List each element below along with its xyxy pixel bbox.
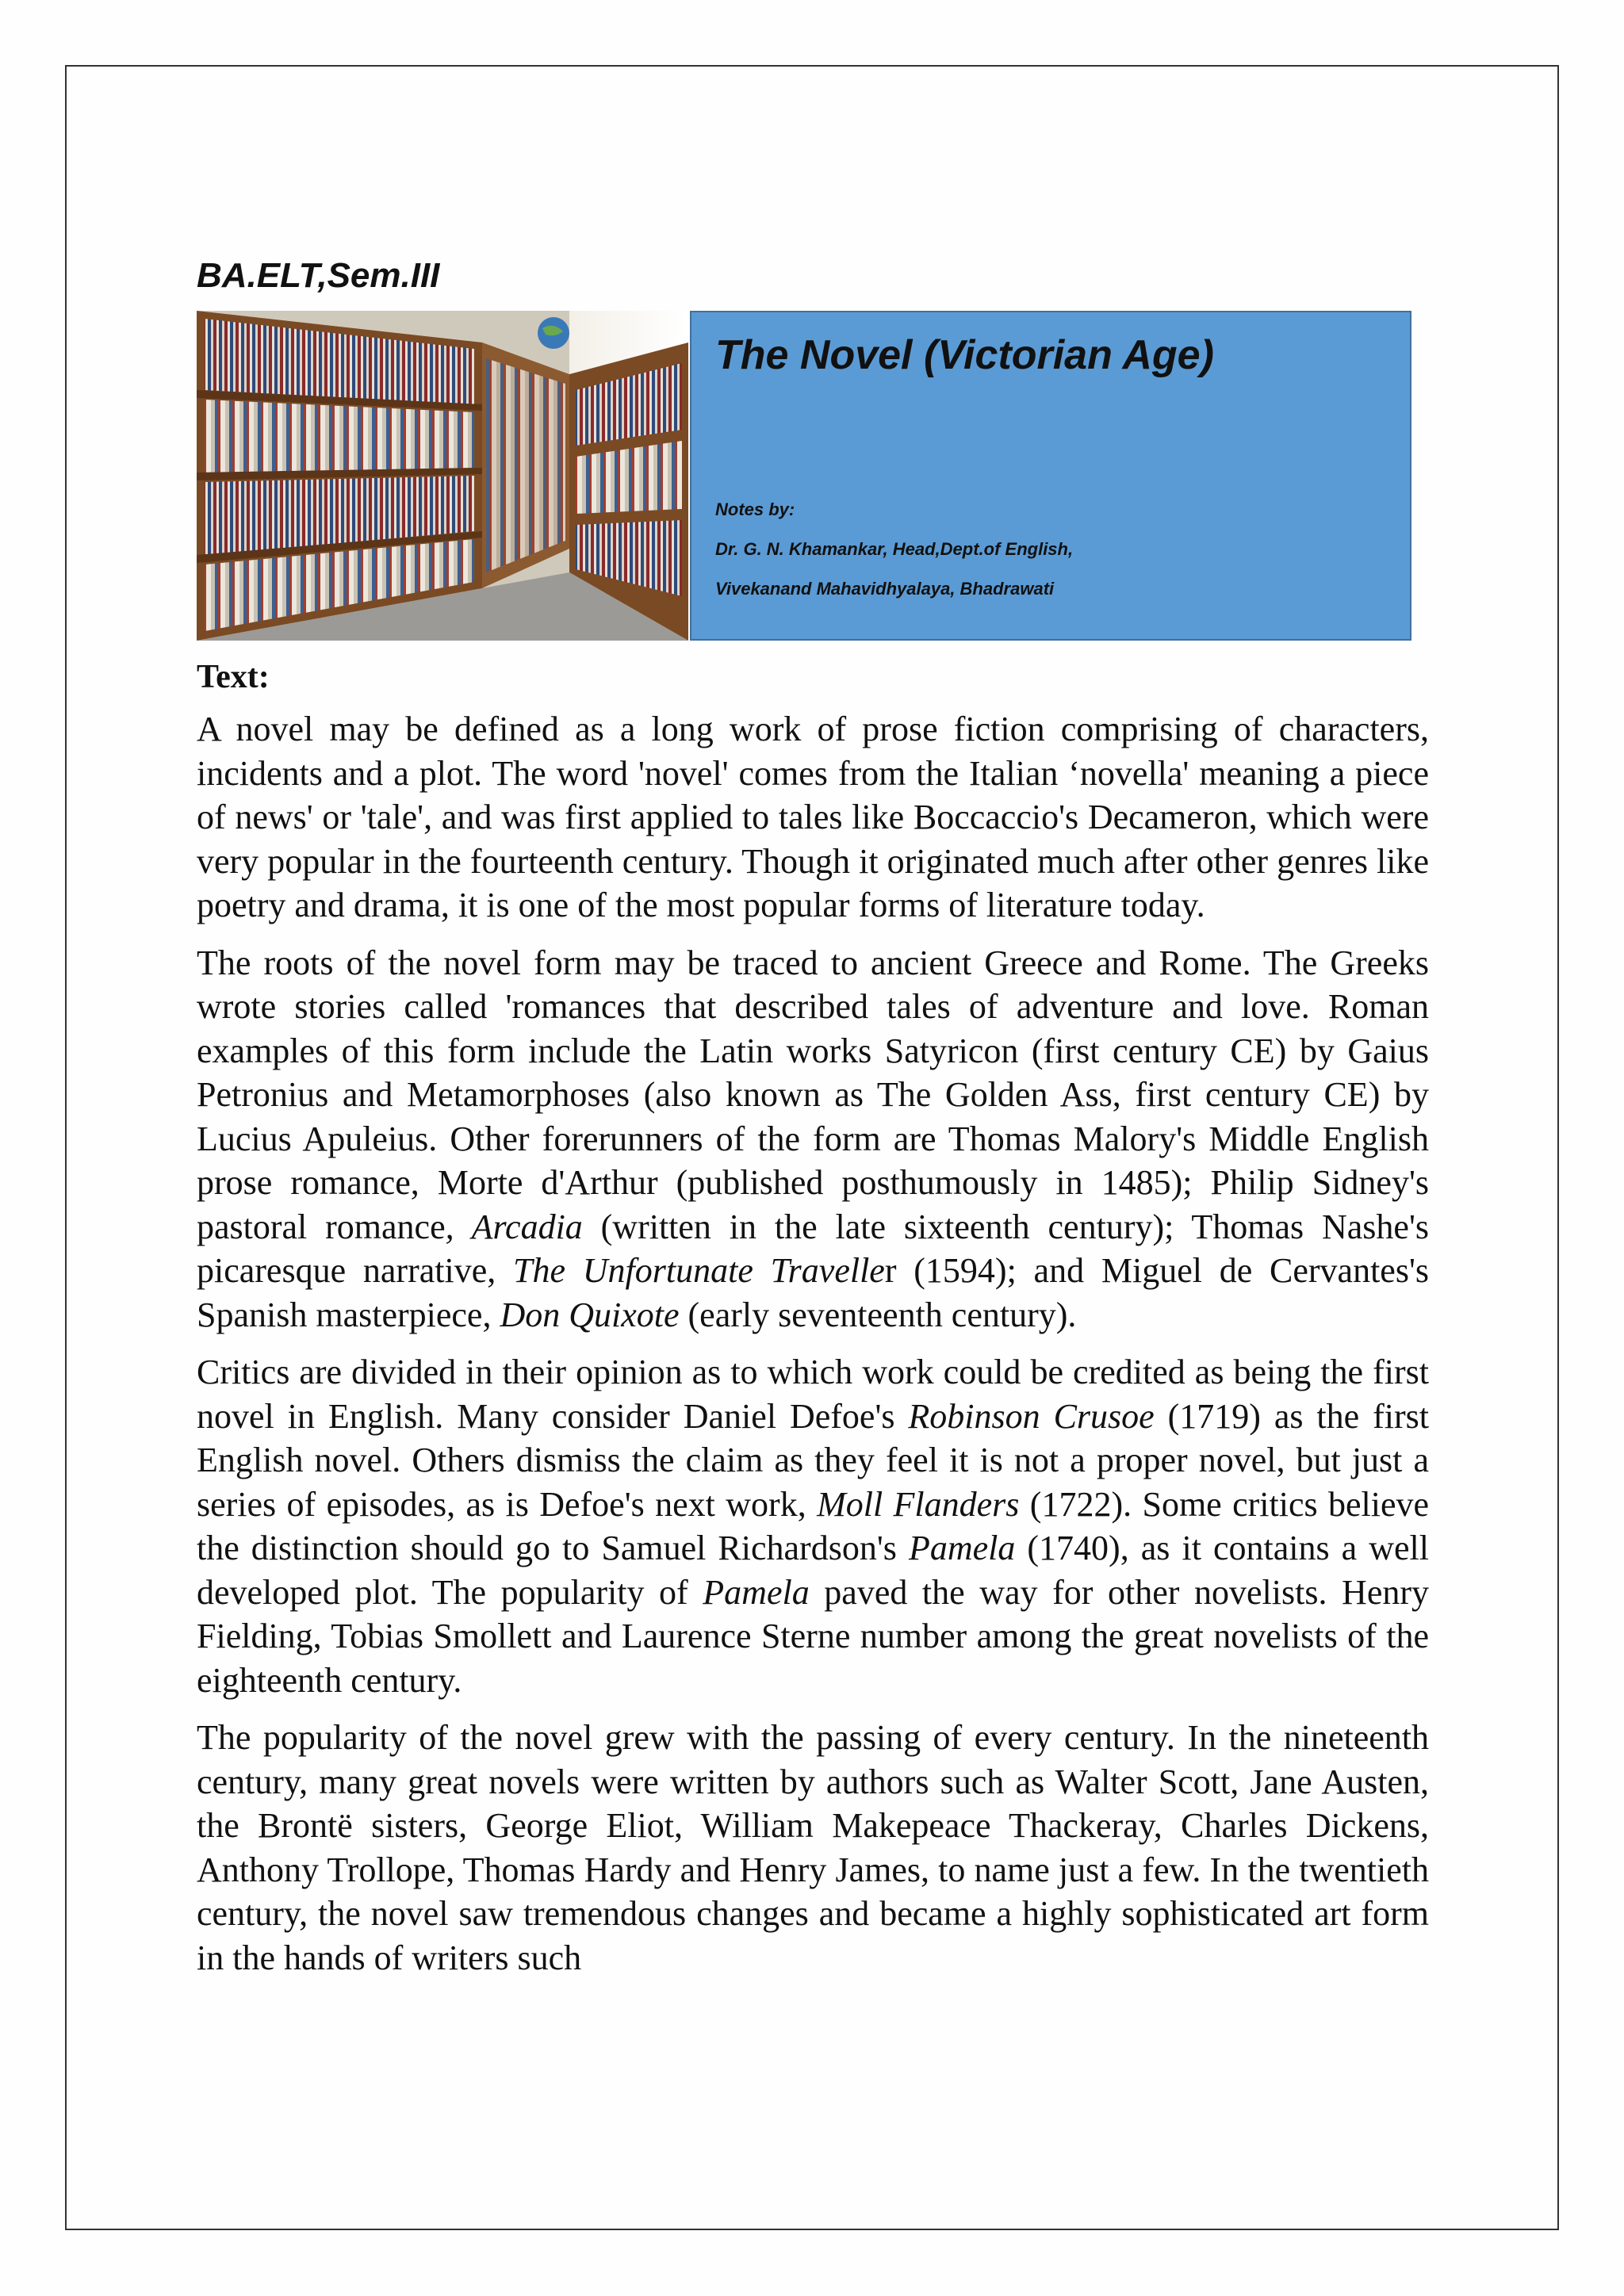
author-line: Dr. G. N. Khamankar, Head,Dept.of English, <box>715 539 1074 559</box>
body-text <box>197 707 1429 1980</box>
document-title: The Novel (Victorian Age) <box>715 332 1214 378</box>
paragraph-4: The popularity of the novel grew with the passing of every century. In the nineteenth century, many great novels were written by authors such as Walter Scott, Jane Austen, the Brontë sisters, George Eliot, William Makepeace Thackeray, Charles Dickens, Anthony Trollope, Thomas Hardy and Henry James, to name just a few. In the twentieth century, the novel saw tremendous changes and became a highly sophisticated art form in the hands of writers such <box>197 1718 1429 1977</box>
paragraph-3-robinson-crusoe: Robinson Crusoe <box>908 1396 1155 1436</box>
paragraph-2-unfortunate-traveller: The Unfortunate Travelle <box>513 1251 885 1290</box>
paragraph-2 <box>197 941 1429 1337</box>
paragraph-1: A novel may be defined as a long work of prose fiction comprising of characters, incidents and a plot. The word 'novel' comes from the Italian ‘novella' meaning a piece of news' or 'tale', and was first applied to tales like Boccaccio's Decameron, which were very popular in the fourteenth century. Though it originated much after other genres like poetry and drama, it is one of the most popular forms of literature today. <box>197 710 1429 924</box>
paragraph-2-arcadia: , Arcadia <box>445 1207 583 1246</box>
paragraph-2-text-g: (early seventeenth century). <box>679 1295 1077 1334</box>
notes-label: Notes by: <box>715 499 795 519</box>
section-heading: Text: <box>197 659 270 695</box>
paragraph-3-text-c: (1719) as the first English novel. Others dismiss the claim as they feel it is not a proper novel, but just a series of episodes, as is Defoe's next work, <box>197 1396 1429 1524</box>
paragraph-3 <box>197 1350 1429 1702</box>
paragraph-3-text-e: (1722). Some critics believe the distinction should go to Samuel Richardson's <box>197 1484 1430 1567</box>
library-bookshelf-image <box>197 311 688 641</box>
paragraph-3-text-a: Critics are divided in their opinion as to which work could be credited as being the first novel in English. Many consider Daniel Defoe's <box>197 1353 1429 1436</box>
title-box <box>690 311 1411 641</box>
paragraph-3-moll-flanders: Moll Flanders <box>817 1484 1020 1524</box>
paragraph-3-pamela-2: Pamela <box>703 1572 810 1612</box>
paragraph-2-text-a: The roots of the novel form may be traced to ancient Greece and Rome. The Greeks wrote stories called 'romances that described tales of adventure and love. Roman examples of this form include the Latin works Satyricon (first century CE) by Gaius Petronius and Metamorphoses (also known as The Golden Ass, first century CE) by Lucius Apuleius. Other forerunners of the form are Thomas Malory's Middle English prose romance, Morte d'Arthur (published posthumously in 1485); Philip Sidney's pastoral romance <box>197 943 1429 1246</box>
paragraph-3-text-i: paved the way for other novelists. Henry Fielding, Tobias Smollett and Laurence Sterne number among the great novelists of the eighteenth century. <box>197 1572 1430 1700</box>
paragraph-3-pamela: Pamela <box>908 1529 1016 1567</box>
paragraph-2-text-c: (written in the late sixteenth century); Thomas Nashe's picaresque narrative, <box>197 1207 1430 1290</box>
paragraph-2-text-e: r (1594); and Miguel de Cervantes's Spanish masterpiece, <box>197 1251 1429 1334</box>
paragraph-3-text-g: (1740), as it contains a well developed plot. The popularity of <box>197 1529 1429 1612</box>
college-line: Vivekanand Mahavidhyalaya, Bhadrawati <box>715 579 1055 599</box>
paragraph-2-don-quixote: Don Quixote <box>500 1295 680 1334</box>
course-label: BA.ELT,Sem.III <box>197 256 440 295</box>
